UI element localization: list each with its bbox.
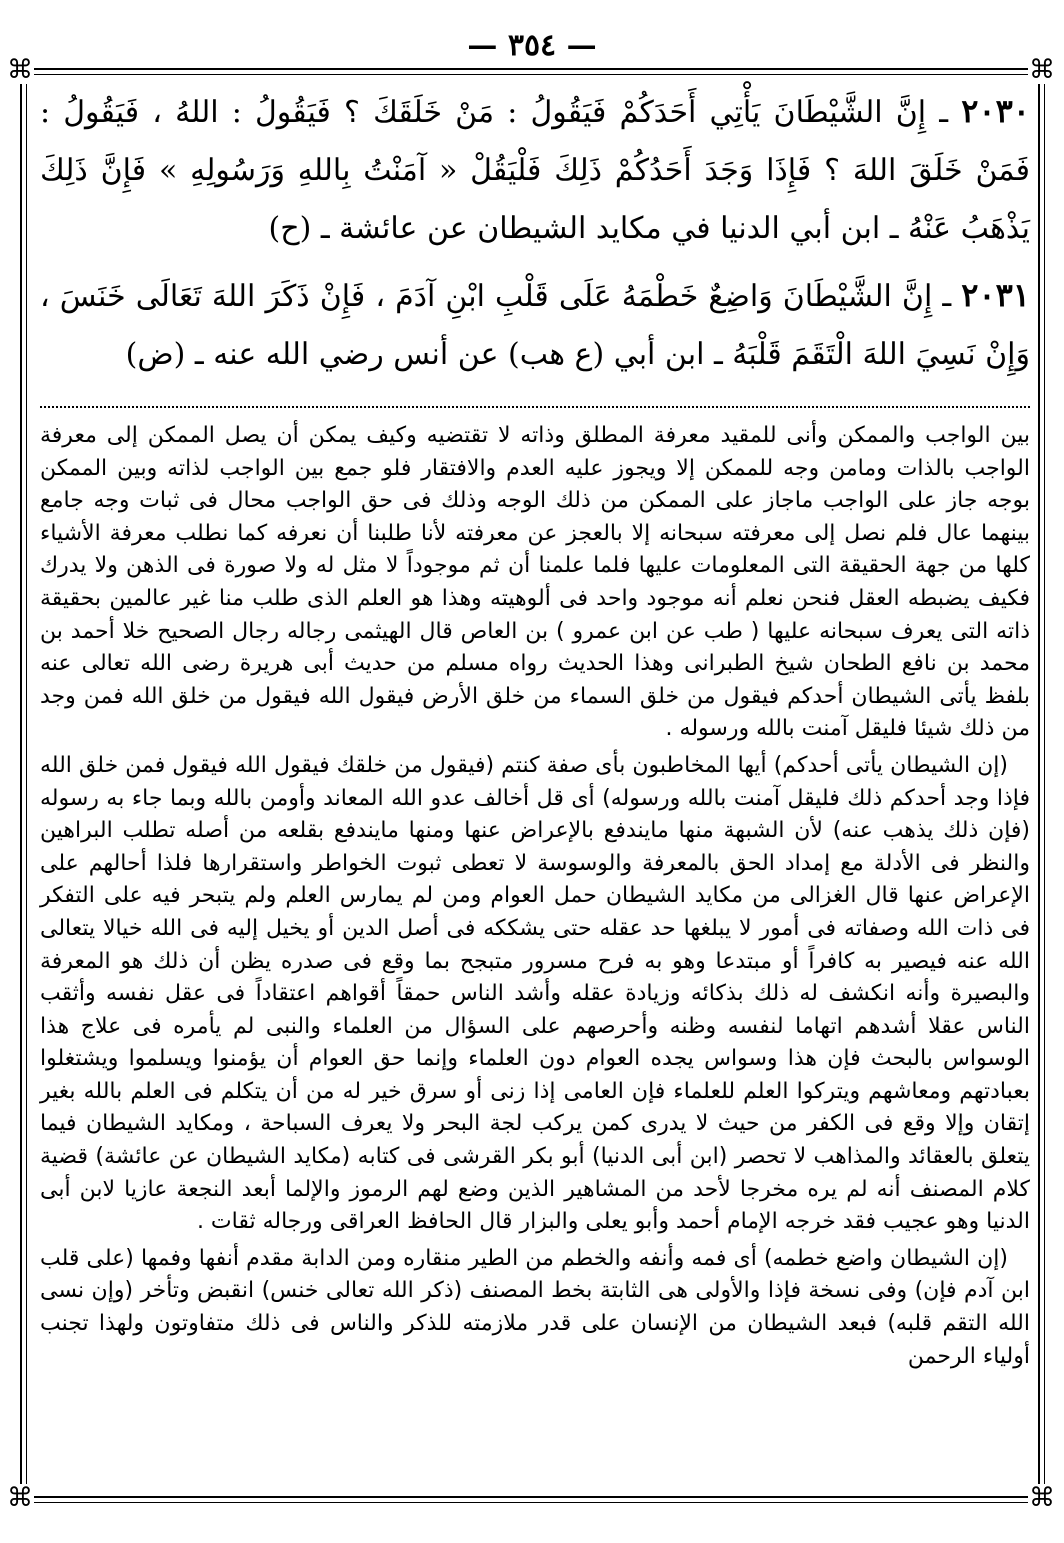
page-number: — ٣٥٤ — [467,28,597,63]
corner-ornament-icon: ⌘ [7,1483,33,1513]
hadith-text: إِنَّ الشَّيْطَانَ وَاضِعٌ خَطْمَهُ عَلَى قَلْبِ ابْنِ آدَمَ ، فَإِنْ ذَكَرَ اللهَ تَعَالَى خَنَسَ ، وَإِنْ نَسِيَ اللهَ الْتَقَمَ قَلْبَهُ ـ ابن أبي (ع هب) عن أنس رضي الله عنه ـ (ض) [40,279,1030,372]
frame-left-border [20,72,27,1496]
commentary-paragraph: (إن الشيطان واضع خطمه) أى فمه وأنفه والخطم من الطير منقاره ومن الدابة مقدم أنفها وفمها (على قلب ابن آدم فإن) وفى نسخة فإذا والأولى هى الثابتة بخط المصنف (ذكر الله تعالى خنس) انقبض وتأخر (وإن نسى الله التقم قلبه) فبعد الشيطان من الإنسان على قدر ملازمته للذكر والناس فى ذلك متفاوتون ولهذا تجنب أولياء الرحمن [40,1245,1030,1369]
page-content [40,82,1030,1373]
corner-ornament-icon: ⌘ [1029,55,1055,85]
hadith-number: ٢٠٣١ [961,276,1030,314]
commentary-paragraph: (إن الشيطان يأتى أحدكم) أيها المخاطبون بأى صفة كنتم (فيقول من خلقك فيقول الله فيقول فمن خلق الله فإذا وجد أحدكم ذلك فليقل آمنت بالله ورسوله) أى قل أخالف عدو الله المعاند وأومن بالله وبما جاء به رسوله (فإن ذلك يذهب عنه) لأن الشبهة منها مايندفع بالإعراض عنها ومنها مايندفع بقلعه من أصله تطلب البراهين والنظر فى الأدلة مع إمداد الحق بالمعرفة والوسوسة لا تعطى ثبوت الخواطر واستقرارها فلذا أحالهم على الإعراض عنها قال الغزالى من مكايد الشيطان حمل العوام ومن لم يمارس العلم ولم يتبحر فيه على التفكر فى ذات الله وصفاته فى أمور لا يبلغها حد عقله حتى يشككه فى أصل الدين أو يخيل إليه فى الله خيالا يتعالى الله عنه فيصير به كافراً أو مبتدعا وهو به فرح مسرور متبجح بما وقع فى صدره يظن أن ذلك هو المعرفة والبصيرة وأنه انكشف له ذلك بذكائه وزيادة عقله وأشد الناس حمقاً أقواهم اعتقاداً فى عقل نفسه وأثقب الناس عقلا أشدهم اتهاما لنفسه وظنه وأحرصهم على السؤال من العلماء والنبى لم يأمره فى علاج هذا الوسواس بالبحث فإن هذا وسواس يجده العوام دون العلماء وإنما حق العوام أن يؤمنوا ويسلموا ويشتغلوا بعبادتهم ومعاشهم ويتركوا العلم للعلماء فإن العامى إذا زنى أو سرق خير له من أن يتكلم فى العلم بالله بغير إتقان وإلا وقع فى الكفر من حيث لا يدرى كمن يركب لجة البحر ولا يعرف السباحة ، ومكايد الشيطان فيما يتعلق بالعقائد والمذاهب لا تحصر (ابن أبى الدنيا) أبو بكر القرشى فى كتابه (مكايد الشيطان عن عائشة) قضية كلام المصنف أنه لم يره مخرجا لأحد من المشاهير الذين وضع لهم الرموز والإلما أبعد النجعة عازيا لابن أبى الدنيا وهو عجيب فقد خرجه الإمام أحمد وأبو يعلى والبزار قال الحافظ العراقى ورجاله ثقات . [40,752,1030,1235]
hadith-2030: ٢٠٣٠ ـ إِنَّ الشَّيْطَانَ يَأْتِي أَحَدَكُمْ فَيَقُولُ : مَنْ خَلَقَكَ ؟ فَيَقُولُ : اللهُ ، فَيَقُولُ : فَمَنْ خَلَقَ اللهَ ؟ فَإِذَا وَجَدَ أَحَدُكُمْ ذَلِكَ فَلْيَقُلْ « آمَنْتُ بِاللهِ وَرَسُولِهِ » فَإِنَّ ذَلِكَ يَذْهَبُ عَنْهُ ـ ابن أبي الدنيا في مكايد الشيطان عن عائشة ـ (ح) [40,92,1030,246]
dotted-separator [40,406,1030,408]
frame-right-border [1038,72,1045,1496]
frame-top-border [22,68,1042,75]
hadith-text: إِنَّ الشَّيْطَانَ يَأْتِي أَحَدَكُمْ فَيَقُولُ : مَنْ خَلَقَكَ ؟ فَيَقُولُ : اللهُ ، فَيَقُولُ : فَمَنْ خَلَقَ اللهَ ؟ فَإِذَا وَجَدَ أَحَدُكُمْ ذَلِكَ فَلْيَقُلْ « آمَنْتُ بِاللهِ وَرَسُولِهِ » فَإِنَّ ذَلِكَ يَذْهَبُ عَنْهُ ـ ابن أبي الدنيا في مكايد الشيطان عن عائشة ـ (ح) [40,95,1030,246]
frame-bottom-border [22,1496,1042,1503]
corner-ornament-icon: ⌘ [1029,1483,1055,1513]
hadith-2031: ٢٠٣١ ـ إِنَّ الشَّيْطَانَ وَاضِعٌ خَطْمَهُ عَلَى قَلْبِ ابْنِ آدَمَ ، فَإِنْ ذَكَرَ اللهَ تَعَالَى خَنَسَ ، وَإِنْ نَسِيَ اللهَ الْتَقَمَ قَلْبَهُ ـ ابن أبي (ع هب) عن أنس رضي الله عنه ـ (ض) [40,276,1030,372]
corner-ornament-icon: ⌘ [7,55,33,85]
hadith-number: ٢٠٣٠ [961,92,1030,130]
commentary-paragraph: بين الواجب والممكن وأنى للمقيد معرفة المطلق وذاته لا تقتضيه وكيف يمكن أن يصل الممكن إلى معرفة الواجب بالذات ومامن وجه للممكن إلا ويجوز عليه العدم والافتقار فلو جمع بين الواجب لذاته وبين الممكن بوجه جاز على الواجب ماجاز على الممكن من ذلك الوجه وذلك فى حق الواجب محال فى ثبات وجه جامع بينهما عال فلم نصل إلى معرفته سبحانه إلا بالعجز عن معرفته لأنا طلبنا أن نعرفه كما نطلب معرفة الأشياء كلها من جهة الحقيقة التى المعلومات عليها فلما علمنا أن ثم موجوداً لا مثل له ولا صورة فى الذهن ولا يدرك فكيف يضبطه العقل فنحن نعلم أنه موجود واحد فى ألوهيته وهذا هو العلم الذى طلب منا غير عالمين بحقيقة ذاته التى يعرف سبحانه عليها ( طب عن ابن عمرو ) بن العاص قال الهيثمى رجاله رجال الصحيح خلا أحمد بن محمد بن نافع الطحان شيخ الطبرانى وهذا الحديث رواه مسلم من حديث أبى هريرة رضى الله تعالى عنه بلفظ يأتى الشيطان أحدكم فيقول من خلق السماء من خلق الأرض فيقول الله فيقول من خلق الله فمن وجد من ذلك شيئا فليقل آمنت بالله ورسوله . [40,423,1030,742]
